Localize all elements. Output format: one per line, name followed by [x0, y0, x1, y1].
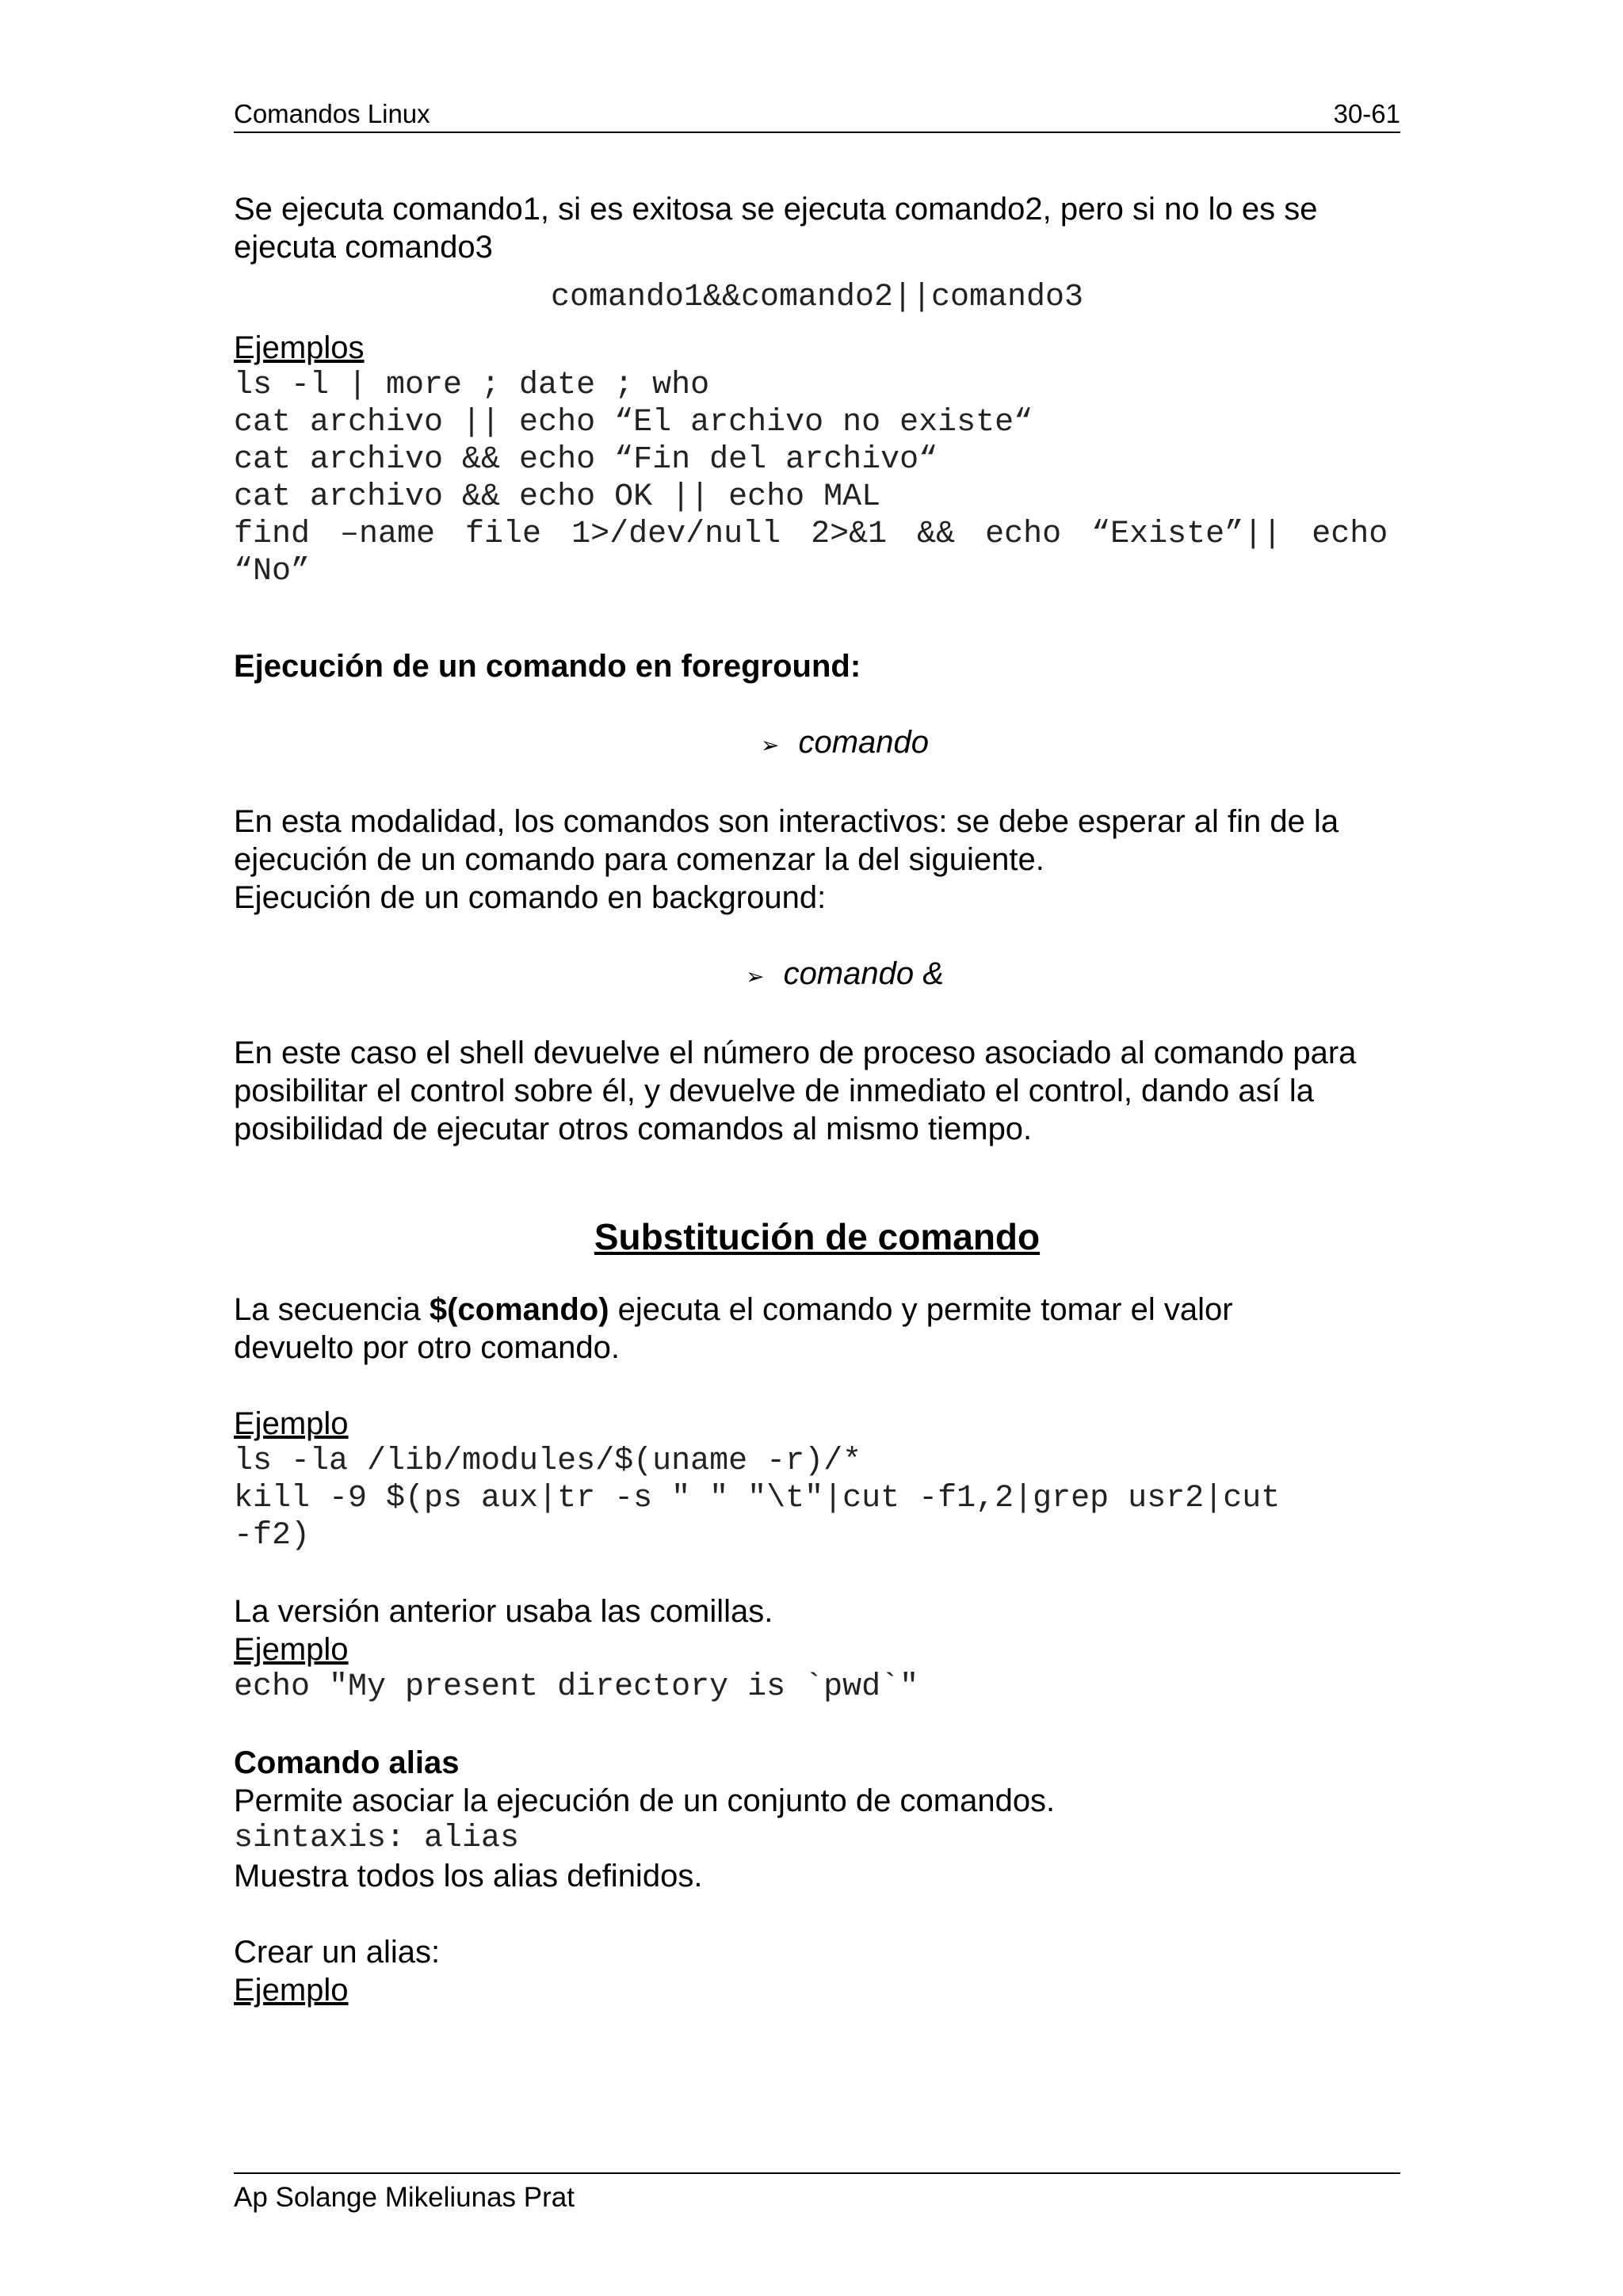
substitution-para-2: devuelto por otro comando. [234, 1330, 620, 1365]
foreground-command [234, 723, 1400, 765]
ejemplo-heading: Ejemplo [234, 1406, 349, 1441]
code-line: cat archivo || echo “El archivo no existe“ [234, 405, 1033, 441]
ejemplo-heading: Ejemplo [234, 1973, 349, 2008]
page-content [234, 190, 1400, 2009]
page-number: 30-61 [1333, 99, 1400, 128]
background-para-1: En este caso el shell devuelve el número de proceso asociado al comando para [234, 1035, 1357, 1070]
alias-heading: Comando alias [234, 1745, 460, 1780]
code-line: ls -l | more ; date ; who [234, 368, 710, 403]
arrow-bullet-icon: ➢ [760, 733, 780, 757]
code-line: “No” [234, 554, 311, 589]
alias-create: Crear un alias: [234, 1935, 441, 1970]
syntax-line: comando1&&comando2||comando3 [550, 280, 1084, 315]
code-line: ls -la /lib/modules/$(uname -r)/* [234, 1444, 862, 1479]
code-line: kill -9 $(ps aux|tr -s " " "\t"|cut -f1,2|grep usr2|cut [234, 1481, 1281, 1516]
command-text: comando [798, 725, 930, 760]
footer-author: Ap Solange Mikeliunas Prat [234, 2182, 575, 2213]
foreground-para-2: ejecución de un comando para comenzar la del siguiente. [234, 842, 1044, 877]
intro-line-1: Se ejecuta comando1, si es exitosa se ejecuta comando2, pero si no lo es se [234, 192, 1318, 227]
background-heading: Ejecución de un comando en background: [234, 880, 827, 915]
alias-line-2: Muestra todos los alias definidos. [234, 1859, 703, 1894]
section-title: Substitución de comando [594, 1216, 1041, 1257]
substitution-para-1 [234, 1291, 1400, 1329]
command-text: comando & [783, 956, 944, 991]
intro-line-2: ejecuta comando3 [234, 230, 493, 265]
note-text: La versión anterior usaba las comillas. [234, 1594, 773, 1629]
background-para-3: posibilidad de ejecutar otros comandos al mismo tiempo. [234, 1112, 1033, 1146]
background-para-2: posibilitar el control sobre él, y devuelve de inmediato el control, dando así la [234, 1074, 1315, 1108]
code-line-wrapped [234, 516, 1400, 553]
foreground-heading: Ejecución de un comando en foreground: [234, 649, 861, 684]
alias-line-1: Permite asociar la ejecución de un conjunto de comandos. [234, 1783, 1056, 1818]
page-header [234, 93, 1400, 133]
code-line: cat archivo && echo OK || echo MAL [234, 479, 881, 515]
bold-syntax: $(comando) [429, 1292, 609, 1327]
arrow-bullet-icon: ➢ [746, 964, 765, 989]
code-line: -f2) [234, 1518, 311, 1554]
alias-syntax: sintaxis: alias [234, 1821, 520, 1856]
ejemplos-heading: Ejemplos [234, 330, 365, 365]
code-line: echo "My present directory is `pwd`" [234, 1669, 919, 1705]
code-line: cat archivo && echo “Fin del archivo“ [234, 442, 938, 478]
code-line: find –name file 1>/dev/null 2>&1 && echo “Existe”|| echo [234, 517, 1388, 552]
foreground-para-1: En esta modalidad, los comandos son interactivos: se debe esperar al fin de la [234, 804, 1339, 839]
text-span: La secuencia [234, 1292, 430, 1327]
ejemplo-heading: Ejemplo [234, 1632, 349, 1667]
text-span: ejecuta el comando y permite tomar el valor [609, 1292, 1233, 1327]
background-command [234, 955, 1400, 996]
page-footer [234, 2172, 1400, 2214]
header-title: Comandos Linux [234, 99, 430, 128]
